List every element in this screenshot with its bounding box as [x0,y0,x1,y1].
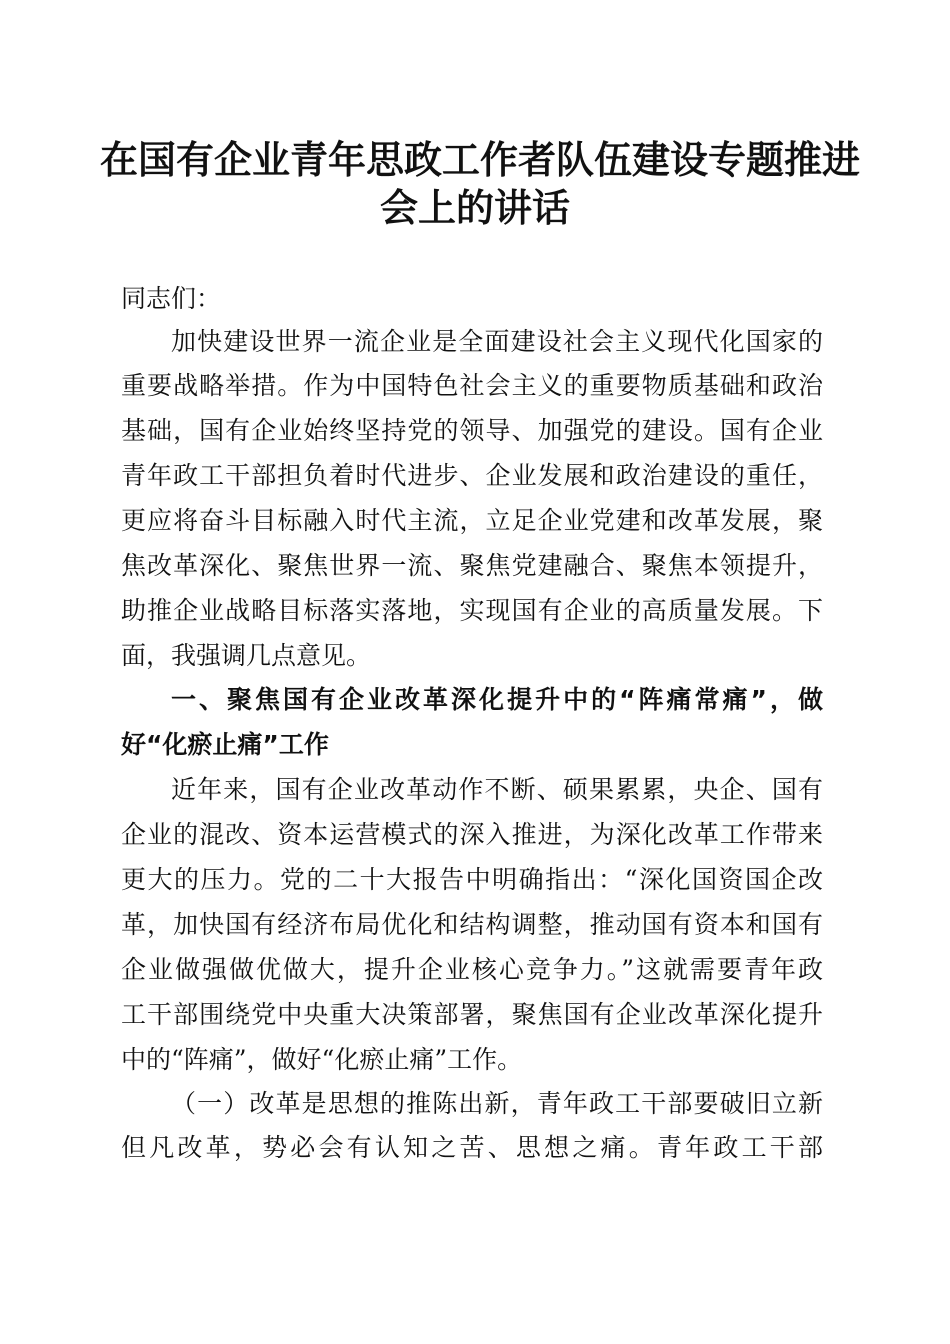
paragraph-line: 近年来，国有企业改革动作不断、硕果累累，央企、国有 [171,775,823,804]
paragraph-line: 但凡改革，势必会有认知之苦、思想之痛。青年政工干部 [121,1133,823,1162]
paragraph-line: 面，我强调几点意见。 [121,641,372,670]
paragraph-line: 企业做强做优做大，提升企业核心竞争力。”这就需要青年政 [121,955,823,984]
paragraph-line: 青年政工干部担负着时代进步、企业发展和政治建设的重任， [121,461,823,490]
paragraph-line: 助推企业战略目标落实落地，实现国有企业的高质量发展。下 [121,596,823,625]
paragraph-line: 企业的混改、资本运营模式的深入推进，为深化改革工作带来 [121,820,823,849]
paragraph-line: 焦改革深化、聚焦世界一流、聚焦党建融合、聚焦本领提升， [121,551,823,580]
paragraph-line: 更应将奋斗目标融入时代主流，立足企业党建和改革发展，聚 [121,506,823,535]
section-heading-line: 好“化瘀止痛”工作 [121,730,329,759]
salutation: 同志们： [121,284,222,313]
section-heading-line: 一、聚焦国有企业改革深化提升中的“阵痛常痛”，做 [171,685,823,714]
paragraph-line: 工干部围绕党中央重大决策部署，聚焦国有企业改革深化提升 [121,1000,823,1029]
paragraph-line: 加快建设世界一流企业是全面建设社会主义现代化国家的 [171,327,823,356]
document-title-line-2: 会上的讲话 [379,185,570,230]
paragraph-line: 重要战略举措。作为中国特色社会主义的重要物质基础和政治 [121,371,823,400]
paragraph-line: 基础，国有企业始终坚持党的领导、加强党的建设。国有企业 [121,416,823,445]
paragraph-line: 中的“阵痛”，做好“化瘀止痛”工作。 [121,1045,523,1074]
paragraph-line: 革，加快国有经济布局优化和结构调整，推动国有资本和国有 [121,910,823,939]
subsection-heading: （一）改革是思想的推陈出新，青年政工干部要破旧立新 [171,1089,823,1118]
document-title-line-1: 在国有企业青年思政工作者队伍建设专题推进 [100,137,861,182]
paragraph-line: 更大的压力。党的二十大报告中明确指出：“深化国资国企改 [121,865,823,894]
